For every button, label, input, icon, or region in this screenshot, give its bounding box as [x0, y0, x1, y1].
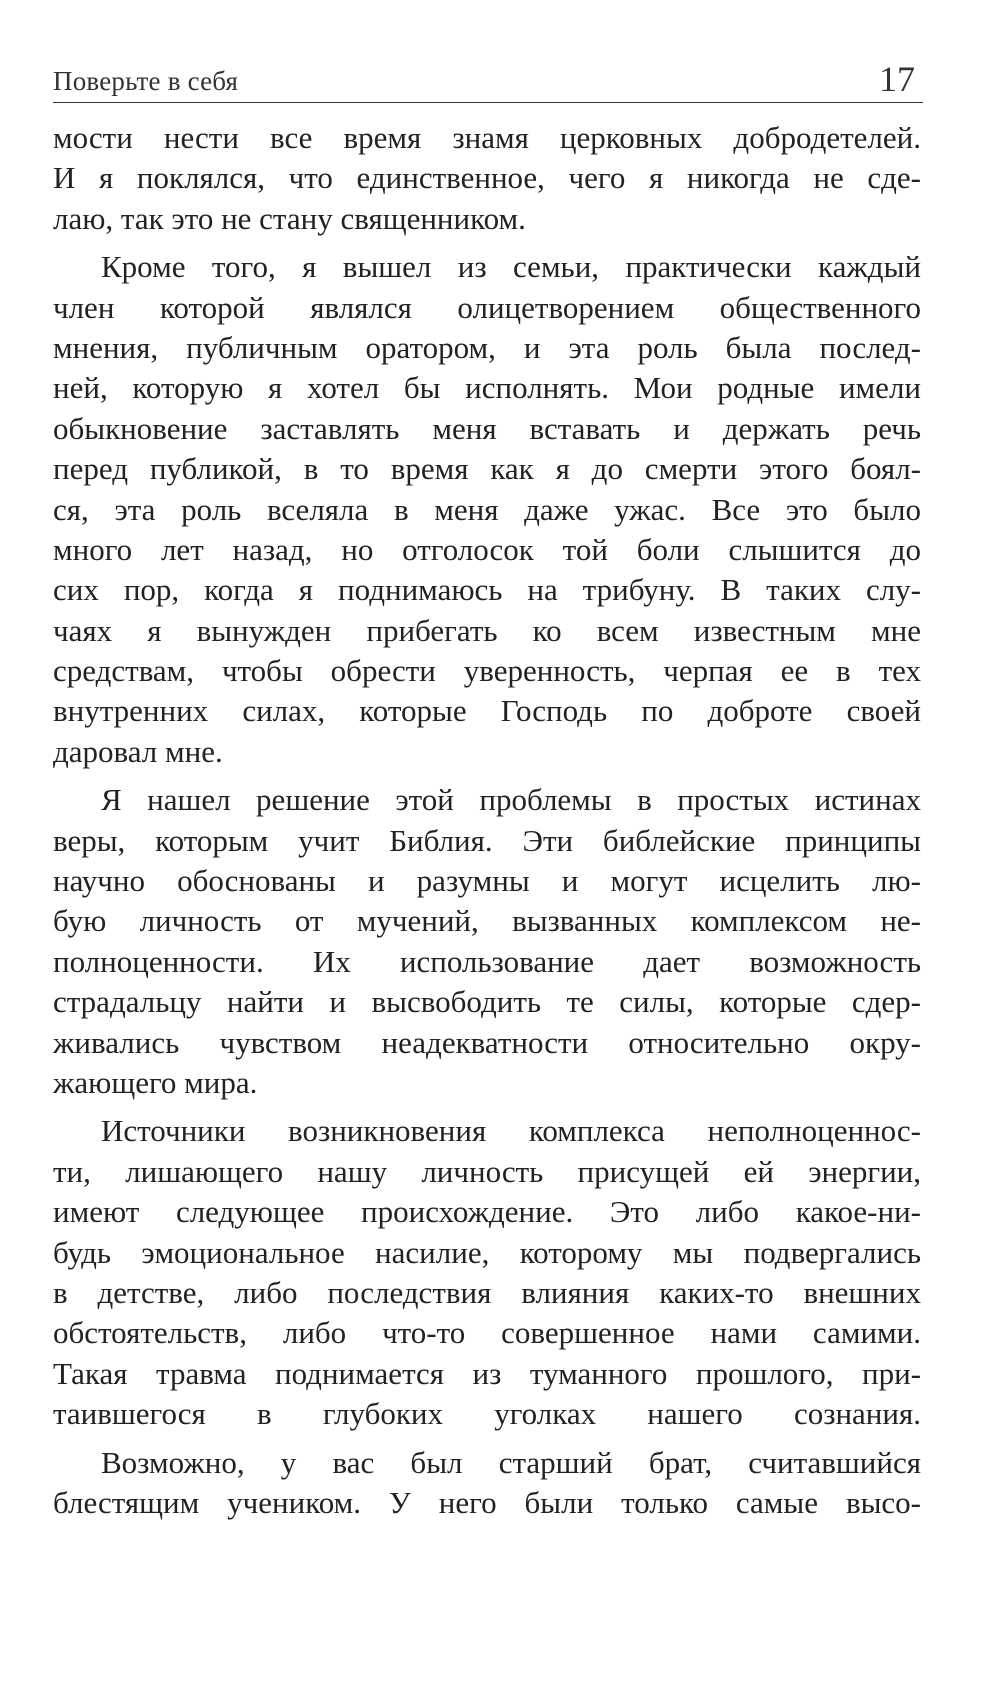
- text-line: мости нести все время знамя церковных добродетелей.: [53, 120, 921, 155]
- text-line: обстоятельств, либо что-то совершенное нами самими.: [53, 1315, 921, 1351]
- text-line: И я поклялся, что единственное, чего я никогда не сде-: [53, 160, 921, 196]
- running-header: [53, 58, 923, 103]
- text-line: перед публикой, в то время как я до смерти этого боял-: [53, 451, 921, 487]
- page-number: 17: [879, 59, 915, 99]
- text-line: Источники возникновения комплекса неполноценнос-: [101, 1113, 921, 1149]
- text-line: жающего мира.: [53, 1064, 258, 1100]
- text-line: Такая травма поднимается из туманного прошлого, при-: [53, 1355, 921, 1391]
- text-line: даровал мне.: [53, 733, 223, 769]
- paragraph-3: [53, 780, 921, 1103]
- paragraph-4: [53, 1111, 921, 1434]
- text-line: средствам, чтобы обрести уверенность, черпая ее в тех: [53, 653, 921, 689]
- text-line: чаях я вынужден прибегать ко всем известным мне: [53, 612, 921, 648]
- text-line: ся, эта роль вселяла в меня даже ужас. Все это было: [53, 491, 921, 527]
- text-line: член которой являлся олицетворением общественного: [53, 289, 921, 325]
- text-line: ти, лишающего нашу личность присущей ей энергии,: [53, 1153, 921, 1189]
- running-title: Поверьте в себя: [53, 66, 239, 96]
- text-line: полноценности. Их использование дает возможность: [53, 943, 921, 979]
- text-line: научно обоснованы и разумны и могут исцелить лю-: [53, 863, 921, 899]
- text-line: Кроме того, я вышел из семьи, практически каждый: [101, 249, 921, 285]
- text-line: блестящим учеником. У него были только самые высо-: [53, 1484, 921, 1520]
- text-line: таившегося в глубоких уголках нашего сознания.: [53, 1396, 921, 1432]
- text-line: веры, которым учит Библия. Эти библейские принципы: [53, 822, 921, 858]
- text-line: мнения, публичным оратором, и эта роль была послед-: [53, 329, 921, 365]
- text-line: имеют следующее происхождение. Это либо какое-ни-: [53, 1194, 921, 1230]
- text-line: бую личность от мучений, вызванных комплексом не-: [53, 903, 921, 939]
- paragraph-2: [53, 247, 921, 772]
- text-line: лаю, так это не стану священником.: [53, 200, 526, 236]
- text-line: много лет назад, но отголосок той боли слышится до: [53, 531, 921, 567]
- paragraph-5: [53, 1443, 921, 1524]
- text-line: в детстве, либо последствия влияния каких-то внешних: [53, 1274, 921, 1310]
- text-line: живались чувством неадекватности относительно окру-: [53, 1024, 921, 1060]
- text-line: будь эмоциональное насилие, которому мы подвергались: [53, 1234, 921, 1270]
- text-line: ней, которую я хотел бы исполнять. Мои родные имели: [53, 370, 921, 406]
- body-text: [53, 118, 921, 1523]
- text-line: обыкновение заставлять меня вставать и держать речь: [53, 410, 921, 446]
- text-line: внутренних силах, которые Господь по доброте своей: [53, 693, 921, 729]
- text-line: Я нашел решение этой проблемы в простых истинах: [101, 782, 921, 818]
- text-line: сих пор, когда я поднимаюсь на трибуну. В таких слу-: [53, 572, 921, 608]
- paragraph-1: [53, 118, 921, 239]
- text-line: Возможно, у вас был старший брат, считавшийся: [101, 1444, 921, 1480]
- text-line: страдальцу найти и высвободить те силы, которые сдер-: [53, 984, 921, 1020]
